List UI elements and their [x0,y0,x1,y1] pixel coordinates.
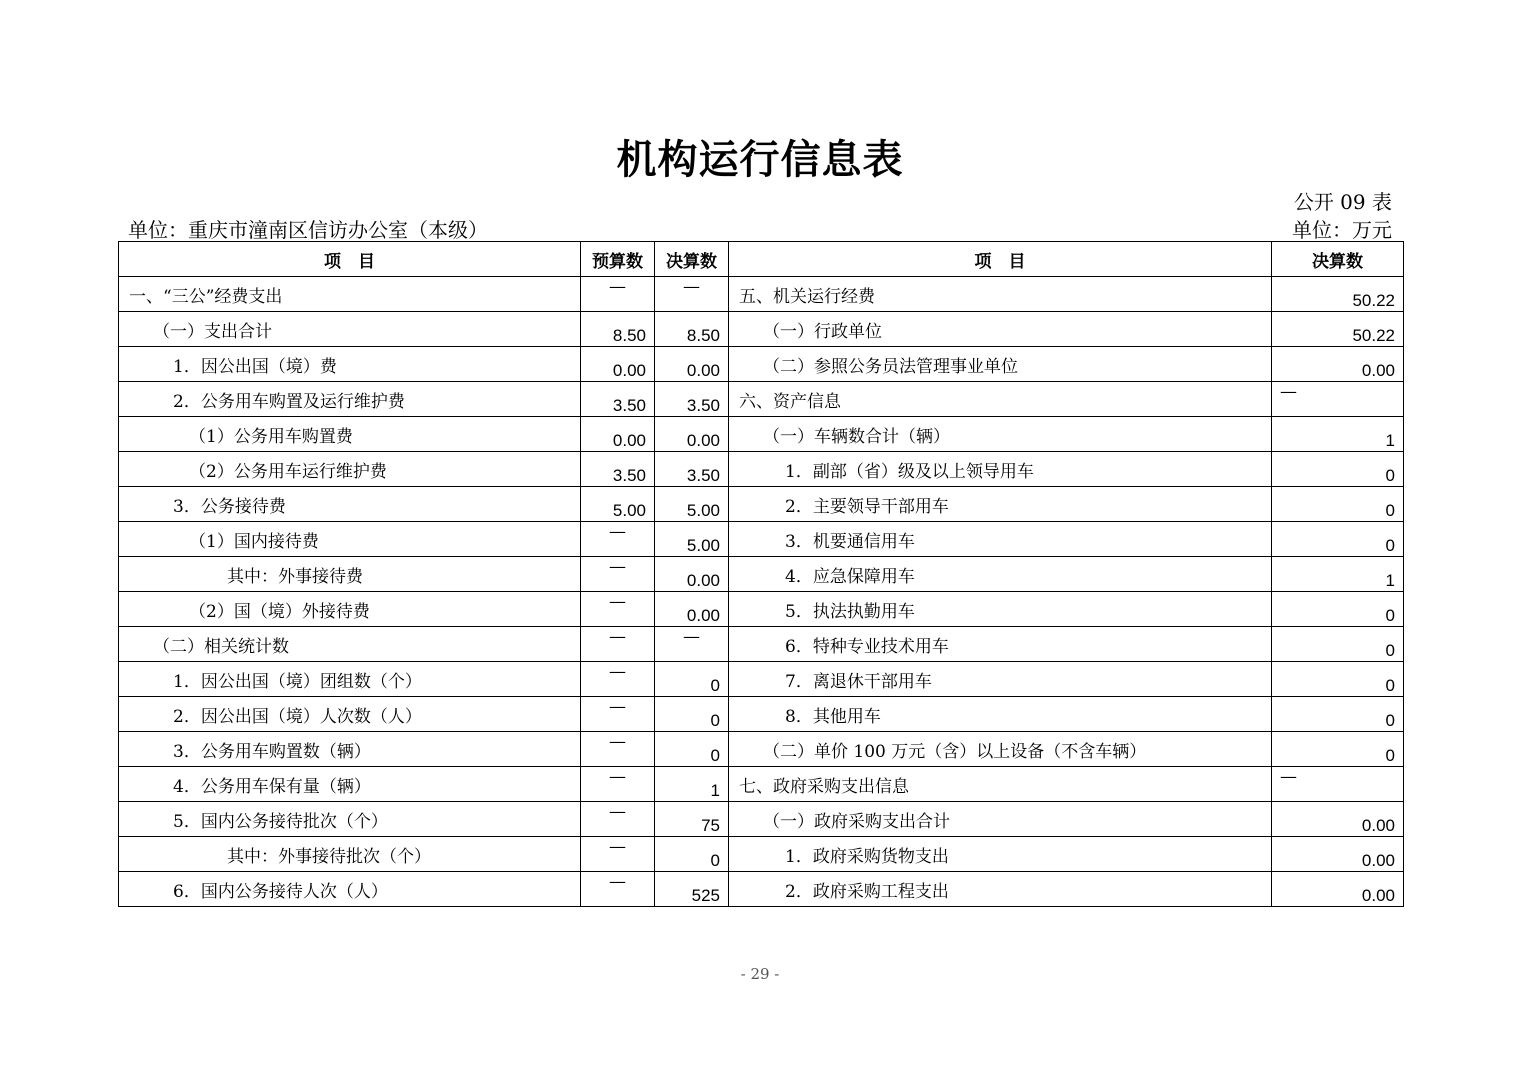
table-row [119,312,1404,347]
row-budget-value: 5.00 [581,487,655,522]
table-row [119,522,1404,557]
row-actual-value-right: 0.00 [1272,802,1404,837]
info-table [118,241,1404,907]
table-row [119,277,1404,312]
row-item-left: 1．因公出国（境）费 [119,347,581,382]
row-item-right: 1．副部（省）级及以上领导用车 [729,452,1272,487]
row-actual-value-left: — [655,627,729,662]
table-row [119,487,1404,522]
table-row [119,557,1404,592]
row-actual-value-left: 0.00 [655,347,729,382]
row-budget-value: 8.50 [581,312,655,347]
header-budget: 预算数 [581,242,655,277]
row-actual-value-right: 0.00 [1272,872,1404,907]
table-row [119,697,1404,732]
row-item-right: （二）参照公务员法管理事业单位 [729,347,1272,382]
row-actual-value-right: 50.22 [1272,312,1404,347]
row-actual-value-right: 0 [1272,732,1404,767]
table-row [119,627,1404,662]
row-budget-value: 3.50 [581,452,655,487]
table-row [119,872,1404,907]
row-budget-value: — [581,732,655,767]
row-item-left: 4．公务用车保有量（辆） [119,767,581,802]
row-actual-value-left: 1 [655,767,729,802]
row-budget-value: — [581,522,655,557]
row-item-left: 一、“三公”经费支出 [119,277,581,312]
unit-currency: 单位：万元 [1292,218,1392,242]
table-row [119,592,1404,627]
row-actual-value-right: 0 [1272,452,1404,487]
row-actual-value-left: 0.00 [655,417,729,452]
table-row [119,837,1404,872]
table-row [119,417,1404,452]
row-item-right: 2．政府采购工程支出 [729,872,1272,907]
row-actual-value-left: 0.00 [655,557,729,592]
row-item-right: 五、机关运行经费 [729,277,1272,312]
row-actual-value-right: 0.00 [1272,837,1404,872]
header-item-left: 项 目 [119,242,581,277]
row-actual-value-left: 0 [655,732,729,767]
row-item-left: （1）公务用车购置费 [119,417,581,452]
row-item-right: 6．特种专业技术用车 [729,627,1272,662]
row-item-right: 3．机要通信用车 [729,522,1272,557]
row-actual-value-right: 0 [1272,522,1404,557]
page-number: - 29 - [740,965,780,983]
row-actual-value-left: 3.50 [655,382,729,417]
row-actual-value-right: 1 [1272,417,1404,452]
header-item-right: 项 目 [729,242,1272,277]
row-budget-value: — [581,557,655,592]
row-budget-value: — [581,627,655,662]
row-actual-value-left: 525 [655,872,729,907]
row-budget-value: — [581,697,655,732]
row-budget-value: 0.00 [581,417,655,452]
row-budget-value: — [581,837,655,872]
table-row [119,662,1404,697]
row-actual-value-left: — [655,277,729,312]
table-header-row [119,242,1404,277]
unit-organization: 单位：重庆市潼南区信访办公室（本级） [128,218,488,242]
row-actual-value-right: — [1272,767,1404,802]
row-item-right: （一）车辆数合计（辆） [729,417,1272,452]
row-item-left: （二）相关统计数 [119,627,581,662]
row-item-left: （2）国（境）外接待费 [119,592,581,627]
row-item-right: 2．主要领导干部用车 [729,487,1272,522]
header-actual-left: 决算数 [655,242,729,277]
row-item-right: （二）单价 100 万元（含）以上设备（不含车辆） [729,732,1272,767]
page-title: 机构运行信息表 [616,137,904,183]
row-item-left: （一）支出合计 [119,312,581,347]
row-item-right: 六、资产信息 [729,382,1272,417]
row-item-left: （2）公务用车运行维护费 [119,452,581,487]
row-item-right: （一）政府采购支出合计 [729,802,1272,837]
row-actual-value-left: 0 [655,697,729,732]
row-item-left: 5．国内公务接待批次（个） [119,802,581,837]
row-actual-value-right: — [1272,382,1404,417]
table-row [119,347,1404,382]
row-item-left: 3．公务接待费 [119,487,581,522]
table-body [119,277,1404,907]
row-budget-value: — [581,767,655,802]
row-item-left: 1．因公出国（境）团组数（个） [119,662,581,697]
row-item-left: 其中：外事接待批次（个） [119,837,581,872]
form-number: 公开 09 表 [1293,190,1392,214]
row-actual-value-left: 0 [655,662,729,697]
row-item-right: 1．政府采购货物支出 [729,837,1272,872]
table-row [119,732,1404,767]
row-actual-value-right: 50.22 [1272,277,1404,312]
row-budget-value: 3.50 [581,382,655,417]
row-item-right: （一）行政单位 [729,312,1272,347]
table-row [119,452,1404,487]
row-budget-value: — [581,277,655,312]
table-row [119,802,1404,837]
table-row [119,767,1404,802]
row-item-left: 其中：外事接待费 [119,557,581,592]
row-item-right: 4．应急保障用车 [729,557,1272,592]
row-actual-value-left: 5.00 [655,487,729,522]
row-item-right: 5．执法执勤用车 [729,592,1272,627]
row-budget-value: — [581,802,655,837]
row-actual-value-left: 5.00 [655,522,729,557]
row-actual-value-left: 0.00 [655,592,729,627]
row-item-left: 6．国内公务接待人次（人） [119,872,581,907]
row-item-right: 7．离退休干部用车 [729,662,1272,697]
row-actual-value-left: 3.50 [655,452,729,487]
row-actual-value-right: 0 [1272,627,1404,662]
row-actual-value-left: 0 [655,837,729,872]
table-row [119,382,1404,417]
row-item-left: 3．公务用车购置数（辆） [119,732,581,767]
row-item-left: （1）国内接待费 [119,522,581,557]
row-actual-value-right: 0 [1272,592,1404,627]
row-actual-value-right: 1 [1272,557,1404,592]
row-budget-value: 0.00 [581,347,655,382]
row-actual-value-right: 0 [1272,487,1404,522]
row-item-left: 2．因公出国（境）人次数（人） [119,697,581,732]
row-actual-value-right: 0.00 [1272,347,1404,382]
row-budget-value: — [581,662,655,697]
row-item-right: 8．其他用车 [729,697,1272,732]
row-budget-value: — [581,872,655,907]
row-actual-value-right: 0 [1272,662,1404,697]
row-actual-value-left: 75 [655,802,729,837]
row-actual-value-left: 8.50 [655,312,729,347]
header-actual-right: 决算数 [1272,242,1404,277]
row-item-left: 2．公务用车购置及运行维护费 [119,382,581,417]
row-budget-value: — [581,592,655,627]
row-item-right: 七、政府采购支出信息 [729,767,1272,802]
row-actual-value-right: 0 [1272,697,1404,732]
